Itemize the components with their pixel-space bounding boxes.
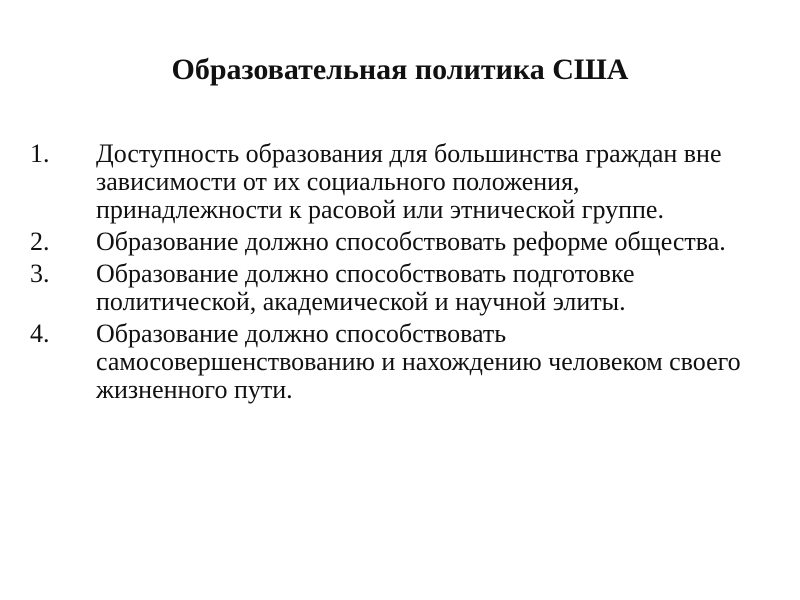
numbered-list bbox=[30, 140, 770, 408]
list-item bbox=[30, 228, 770, 256]
list-item bbox=[30, 260, 770, 316]
list-item-text: Доступность образования для большинства граждан вне зависимости от их социального положения, принадлежности к расовой или этнической группе. bbox=[96, 139, 722, 224]
list-item-number: 3. bbox=[30, 259, 50, 288]
list-item bbox=[30, 320, 770, 404]
list-item-number: 4. bbox=[30, 319, 50, 348]
list-item-text: Образование должно способствовать реформе общества. bbox=[96, 227, 726, 256]
list-item bbox=[30, 140, 770, 224]
slide-title: Образовательная политика США bbox=[171, 53, 629, 86]
list-item-text: Образование должно способствовать подготовке политической, академической и научной элиты. bbox=[96, 259, 635, 316]
list-item-number: 1. bbox=[30, 139, 50, 168]
list-item-number: 2. bbox=[30, 227, 50, 256]
list-item-text: Образование должно способствовать самосовершенствованию и нахождению человеком своего жизненного пути. bbox=[96, 319, 741, 404]
